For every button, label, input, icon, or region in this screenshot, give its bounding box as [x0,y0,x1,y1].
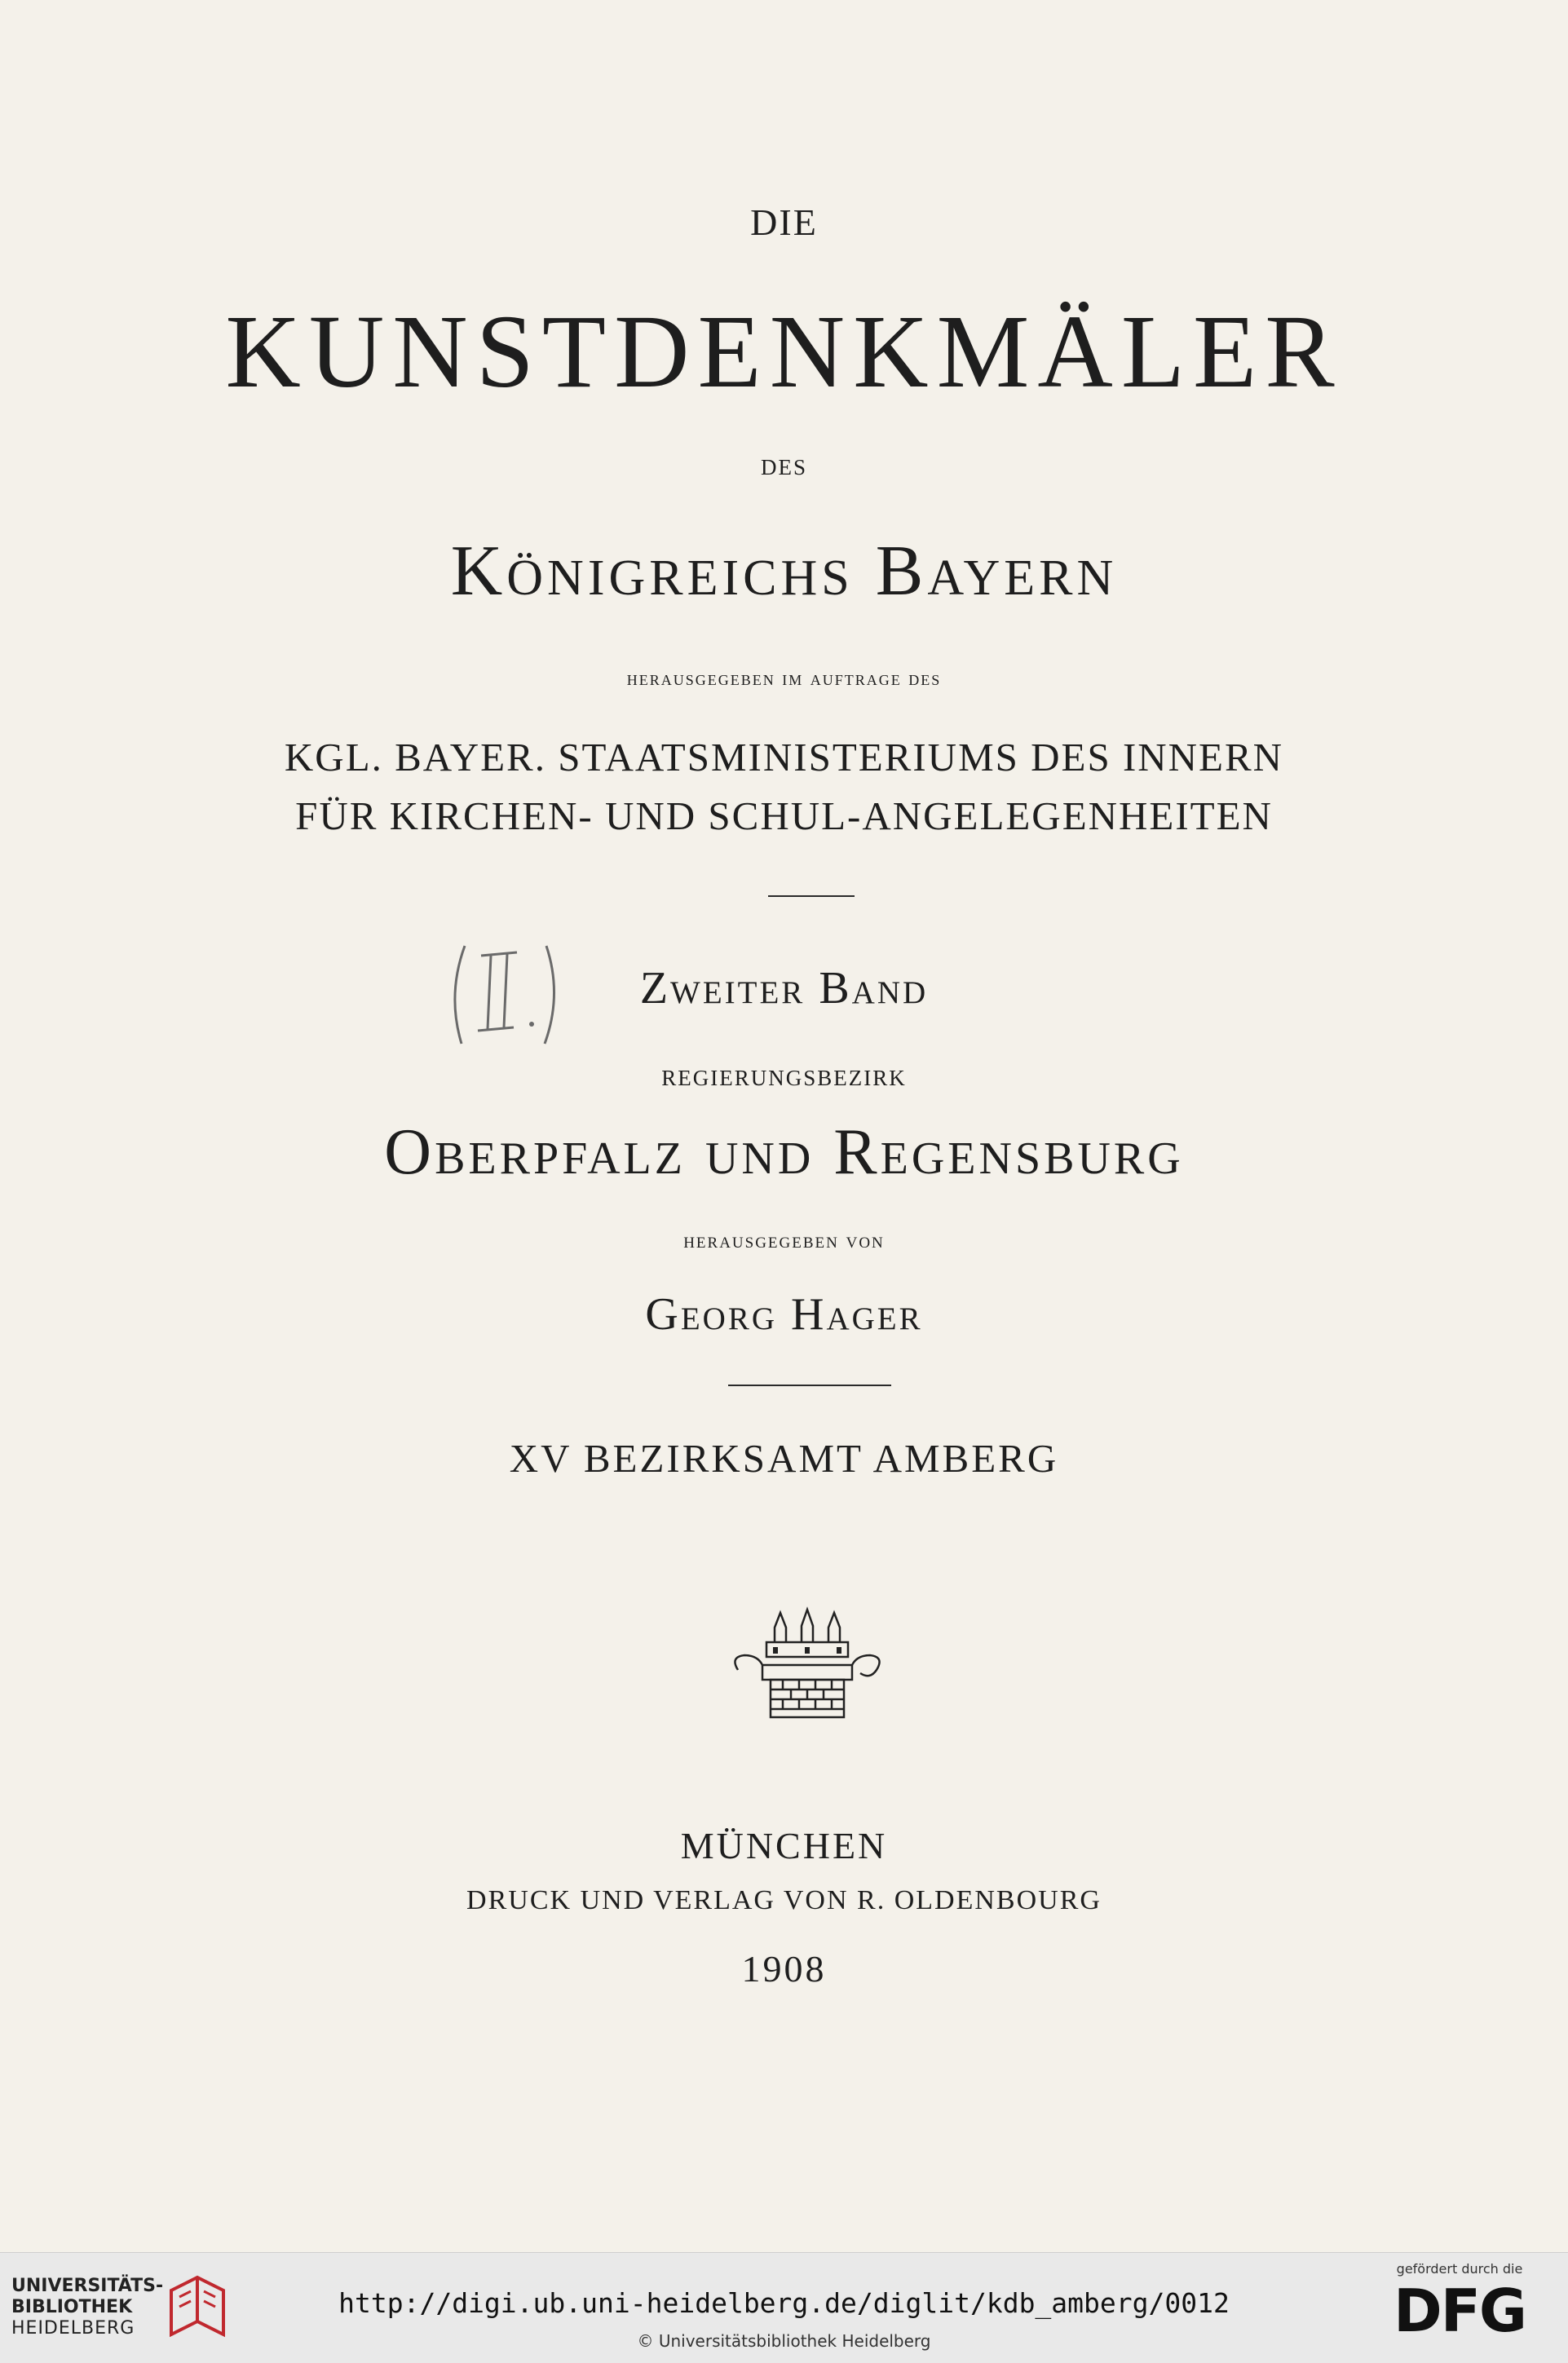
dfg-wordmark: DFG [1393,2277,1526,2345]
volume-zweiter-band: Zweiter Band [639,963,929,1014]
herausgegeben-von: herausgegeben von [683,1228,885,1252]
library-name-line-2: BIBLIOTHEK [11,2297,133,2317]
editor-name: Georg Hager [645,1289,923,1340]
imprint-city: MÜNCHEN [680,1825,888,1866]
ministerium-line-2: FÜR KIRCHEN- UND SCHUL-ANGELEGENHEITEN [295,793,1273,838]
divider-rule-2 [728,1385,891,1386]
region-oberpfalz-regensburg: Oberpfalz und Regensburg [384,1116,1184,1188]
publisher-castle-emblem-icon [730,1605,885,1727]
imprint-publisher: DRUCK UND VERLAG VON R. OLDENBOURG [466,1885,1102,1915]
ministerium-line-1: KGL. BAYER. STAATSMINISTERIUMS DES INNERN [284,735,1284,780]
library-name-line-3: HEIDELBERG [11,2318,135,2339]
title-konigreichs-bayern: Königreichs Bayern [450,532,1118,611]
funded-by-label: gefördert durch die [1396,2261,1523,2277]
regierungsbezirk-label: regierungsbezirk [661,1058,907,1093]
permalink-url[interactable]: http://digi.ub.uni-heidelberg.de/diglit/kdb_amberg/0012 [338,2287,1230,2319]
dfg-funding-logo [1382,2261,1537,2357]
section-bezirksamt-amberg: XV BEZIRKSAMT AMBERG [509,1436,1059,1481]
title-die: DIE [750,201,818,243]
imprint-year: 1908 [741,1948,827,1990]
copyright-notice: © Universitätsbibliothek Heidelberg [637,2331,931,2351]
title-des: DES [760,455,807,479]
divider-rule-1 [768,895,855,897]
digitization-footer [0,2252,1568,2363]
library-name-line-1: UNIVERSITÄTS- [11,2276,164,2296]
herausgegeben-im-auftrage: herausgegeben im auftrage des [626,666,942,690]
title-kunstdenkmaler: KUNSTDENKMÄLER [225,294,1343,409]
